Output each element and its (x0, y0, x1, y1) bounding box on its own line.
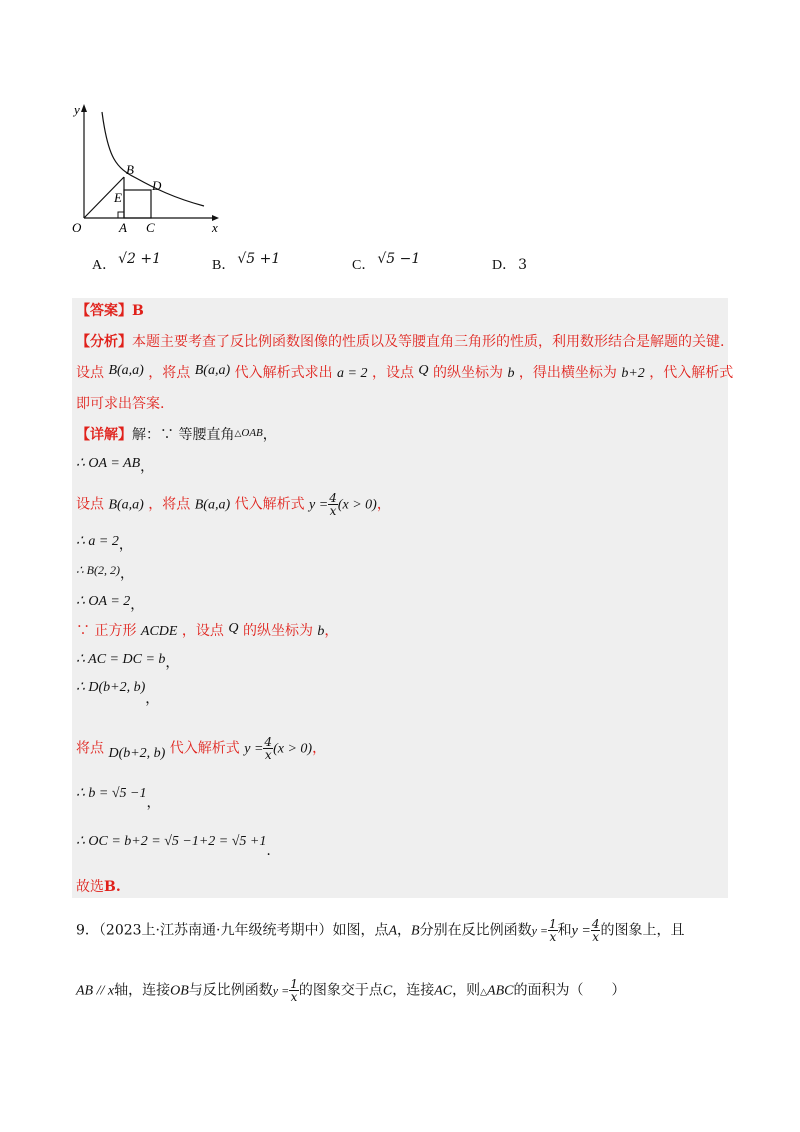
question-source: （2023上·江苏南通·九年级统考期中）如图，点 (98, 922, 389, 939)
step-2-y: y = (309, 497, 329, 513)
q-l2-text-3: 的图象交于点 (298, 982, 383, 999)
analysis-line-3: 即可求出答案. (76, 396, 165, 412)
step-2-math-1: B(a,a) (108, 497, 144, 513)
q-l2-math-1: AB // x (76, 983, 115, 999)
q-f2-y: y = (571, 923, 591, 939)
y-axis-arrow (81, 104, 87, 112)
step-5-math: ∴ OA = 2 (76, 594, 131, 609)
square-acde (124, 190, 151, 218)
label-e: E (114, 190, 122, 205)
step-1-math: ∴ OA = AB (76, 456, 141, 471)
function-graph (64, 98, 234, 238)
q-f3-fraction (289, 978, 299, 1003)
option-d[interactable] (492, 254, 527, 274)
step-9 (76, 736, 326, 761)
step-6-b: ，设点 (181, 623, 224, 639)
step-11-punct: . (266, 843, 271, 859)
step-9-num: 4 (264, 735, 273, 749)
label-c: C (146, 220, 155, 235)
answer-value: B (132, 303, 144, 319)
option-b-letter: B． (212, 258, 236, 273)
option-c-value: √5 −1 (377, 251, 421, 267)
q-l2-math-2: OB (170, 983, 189, 999)
step-2-math-2: B(a,a) (194, 497, 231, 513)
detail-text-1: 解：∵ 等腰直角 (132, 427, 235, 443)
label-d: D (152, 178, 162, 193)
step-2 (76, 492, 391, 517)
step-6-a: ∵ 正方形 (76, 623, 137, 639)
question-9-line-1 (76, 918, 684, 943)
step-4-math: ∴ B(2, 2) (76, 563, 120, 577)
q-text-3: 的图象上，且 (600, 922, 685, 939)
q-l2-text-4: ，连接 (392, 982, 435, 999)
step-9-y: y = (244, 741, 264, 757)
q-f3-num: 1 (290, 977, 298, 991)
step-2-c: 代入解析式 (234, 496, 305, 513)
step-7-math: ∴ AC = DC = b (76, 652, 166, 667)
step-2-a: 设点 (76, 496, 104, 513)
detail-math-oab: OAB (241, 427, 263, 439)
step-9-a: 将点 (76, 740, 104, 757)
analysis-l2e: 的纵坐标为 (432, 365, 503, 381)
step-1-punct: ， (140, 459, 155, 475)
q-text-2: 和 (557, 922, 572, 939)
q-f1-y: y = (531, 923, 549, 938)
step-11-math: ∴ OC = b+2 = √5 −1+2 = √5 +1 (76, 834, 267, 849)
analysis-l2f: ，得出横坐标为 (518, 365, 617, 381)
analysis-l2c: 代入解析式求出 (234, 365, 333, 381)
label-x: x (212, 220, 218, 235)
answer-tag: 【答案】 (76, 303, 132, 319)
step-6 (76, 620, 338, 643)
analysis-text-1: 本题主要考查了反比例函数图像的性质以及等腰直角三角形的性质，利用数形结合是解题的关键. (132, 334, 725, 350)
conclusion-text: 故选 (76, 879, 104, 895)
conclusion-line (76, 876, 121, 898)
analysis-l2a: 设点 (76, 365, 104, 381)
conclusion-answer: B. (104, 879, 121, 895)
option-c-letter: C． (352, 258, 376, 273)
step-4-punct: ， (119, 566, 134, 582)
step-6-punct: ， (324, 623, 339, 639)
analysis-math-a: a = 2 (337, 366, 368, 381)
step-9-punct: ， (312, 740, 327, 757)
analysis-math-q: Q (418, 363, 429, 378)
right-angle-mark (118, 212, 124, 218)
analysis-math-b2: B(a,a) (194, 363, 231, 378)
step-8-punct: ， (145, 691, 160, 707)
analysis-l2g: ，代入解析式 (649, 365, 734, 381)
option-a[interactable] (92, 251, 162, 274)
step-10-punct: ， (146, 795, 161, 811)
q-l2-math-4: ABC (487, 983, 514, 999)
analysis-math-bvar: b (507, 366, 515, 381)
step-10-math: ∴ b = √5 −1 (76, 786, 147, 801)
detail-line-1: 【详解】解：∵ 等腰直角$^{\triangle OAB}$， (76, 427, 277, 443)
analysis-l2d: ，设点 (371, 365, 414, 381)
label-y: y (74, 102, 80, 117)
q-l2-text-6: 的面积为（ ） (513, 982, 626, 999)
analysis-tag: 【分析】 (76, 334, 132, 350)
step-9-den: x (264, 748, 272, 762)
analysis-line-1 (76, 331, 724, 353)
step-9-fraction (263, 736, 273, 761)
step-10 (76, 782, 161, 811)
q-l2-point-c: C (382, 983, 393, 999)
label-origin: O (72, 220, 82, 235)
option-b[interactable] (212, 251, 281, 274)
step-2-den: x (329, 504, 337, 518)
step-6-c: 的纵坐标为 (242, 623, 313, 639)
q-l2-text-1: 轴，连接 (114, 982, 171, 999)
step-8-math: ∴ D(b+2, b) (76, 680, 146, 695)
q-f1-fraction (548, 918, 558, 943)
q-point-b: B (411, 923, 420, 939)
q-l2-math-3: AC (434, 983, 453, 999)
option-c[interactable] (352, 251, 421, 274)
option-d-letter: D． (492, 258, 517, 273)
analysis-math-b2plus: b+2 (621, 366, 645, 381)
detail-tag: 【详解】 (76, 427, 132, 443)
step-2-fraction (328, 492, 338, 517)
step-11 (76, 830, 271, 859)
step-5 (76, 590, 144, 613)
graph-svg (64, 98, 234, 238)
step-7-punct: ， (165, 655, 180, 671)
question-number: 9． (76, 922, 99, 939)
option-a-value: √2 +1 (118, 251, 162, 267)
q-f1-num: 1 (549, 917, 557, 931)
analysis-math-b1: B(a,a) (108, 363, 144, 378)
question-9-line-2: AB // x轴，连接OB与反比例函数y = $\frac{1}{x}$ 的图象交于点C，连接AC，则△ABC的面积为（ ） (76, 977, 626, 1004)
step-3-math: ∴ a = 2 (76, 534, 119, 549)
q-f3-den: x (290, 990, 298, 1004)
option-d-value: 3 (518, 257, 528, 273)
q-f2-den: x (592, 930, 600, 944)
label-a: A (119, 220, 127, 235)
step-9-math-1: D(b+2, b) (108, 745, 166, 761)
step-2-num: 4 (329, 491, 337, 505)
step-2-cond: (x > 0) (337, 497, 377, 513)
step-6-math-1: ACDE (140, 624, 178, 639)
analysis-line-2 (76, 362, 733, 385)
step-5-punct: ， (130, 597, 145, 613)
q-text-1: 分别在反比例函数 (419, 922, 532, 939)
step-9-cond: (x > 0) (273, 741, 313, 757)
step-9-b: 代入解析式 (169, 740, 240, 757)
q-l2-text-2: 与反比例函数 (188, 982, 273, 999)
analysis-l2b: ，将点 (148, 365, 191, 381)
step-8 (76, 676, 160, 707)
step-3 (76, 530, 133, 553)
q-f1-den: x (549, 930, 557, 944)
detail-comma: ， (262, 427, 277, 443)
q-f3-y: y = (272, 983, 290, 998)
q-point-a: A (388, 923, 398, 939)
step-4 (76, 559, 134, 581)
q-f2-num: 4 (591, 917, 600, 931)
option-a-letter: A． (92, 258, 117, 273)
step-6-math-3: b (317, 624, 325, 639)
step-2-punct: ， (376, 496, 391, 513)
step-7 (76, 648, 179, 671)
step-2-b: ，将点 (148, 496, 191, 513)
step-6-math-2: Q (228, 621, 239, 636)
q-l2-text-5: ，则 (452, 982, 481, 999)
label-b: B (126, 162, 134, 177)
q-comma: ， (397, 922, 412, 939)
step-1 (76, 452, 154, 475)
answer-line (76, 300, 144, 322)
step-3-punct: ， (118, 537, 133, 553)
solution-panel (72, 298, 728, 898)
option-b-value: √5 +1 (237, 251, 281, 267)
